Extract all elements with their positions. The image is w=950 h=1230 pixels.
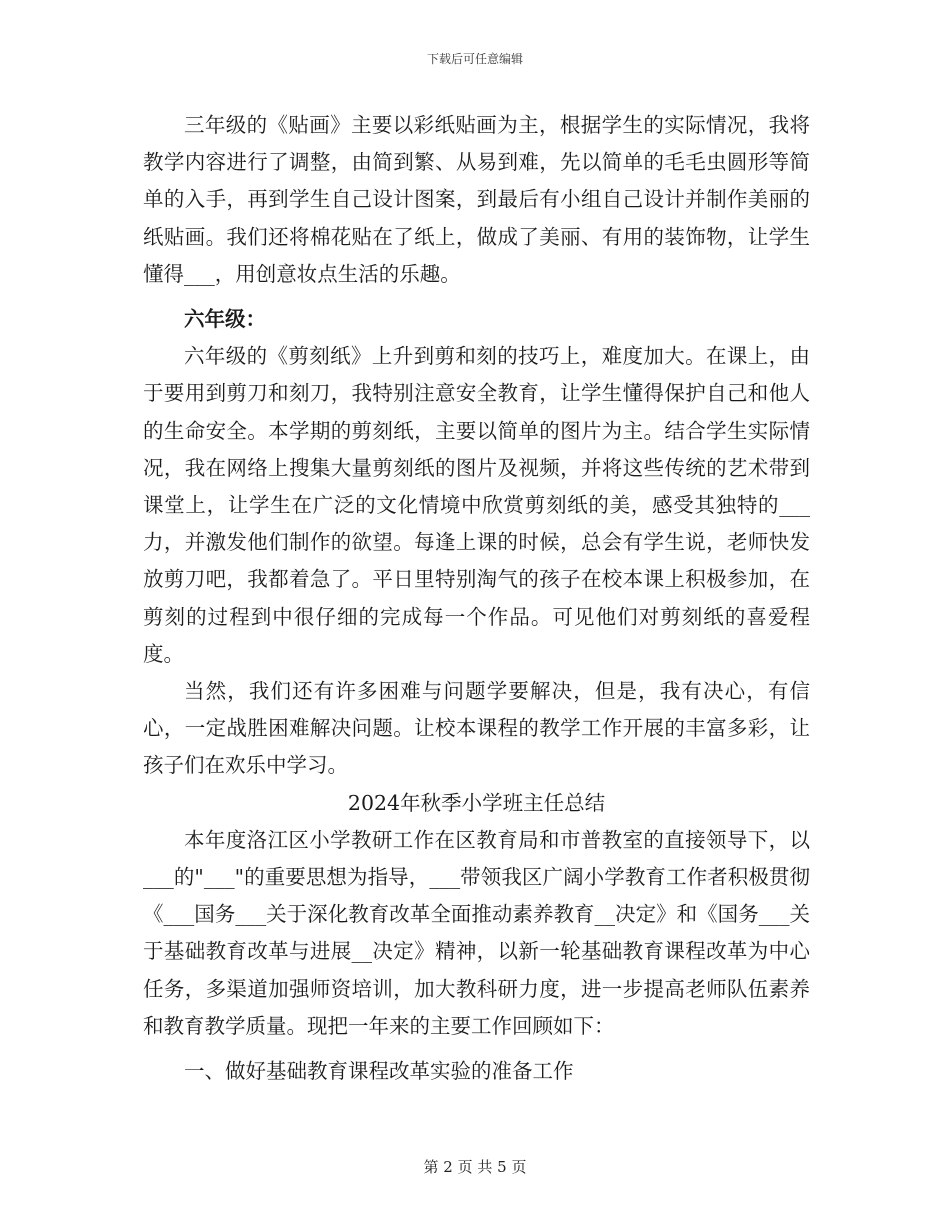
paragraph-annual-review: 本年度洛江区小学教研工作在区教育局和市普教室的直接领导下，以___的"___"的重要思想为指导，___带领我区广阔小学教育工作者积极贯彻《___国务___关于深化教育改革全面推动素养教育__决定》和《国务___关于基础教育改革与进展__决定》精神，以新一轮基础教育课程改革为中心任务，多渠道加强师资培训，加大教科研力度，进一步提高老师队伍素养和教育教学质量。现把一年来的主要工作回顾如下： — [143, 827, 810, 1038]
paragraph-conclusion: 当然，我们还有许多困难与问题学要解决，但是，我有决心，有信心，一定战胜困难解决问题。让校本课程的教学工作开展的丰富多彩，让孩子们在欢乐中学习。 — [143, 679, 810, 778]
section-title: 2024年秋季小学班主任总结 — [347, 790, 606, 815]
page-header: 下载后可任意编辑 — [426, 52, 523, 66]
document-body — [143, 107, 810, 1090]
paragraph-grade6-papercut: 六年级的《剪刻纸》上升到剪和刻的技巧上，难度加大。在课上，由于要用到剪刀和刻刀，我特别注意安全教育，让学生懂得保护自己和他人的生命安全。本学期的剪刻纸，主要以简单的图片为主。结合学生实际情况，我在网络上搜集大量剪刻纸的图片及视频，并将这些传统的艺术带到课堂上，让学生在广泛的文化情境中欣赏剪刻纸的美，感受其独特的___力，并激发他们制作的欲望。每逢上课的时候，总会有学生说，老师快发放剪刀吧，我都着急了。平日里特别淘气的孩子在校本课上积极参加，在剪刻的过程到中很仔细的完成每一个作品。可见他们对剪刻纸的喜爱程度。 — [143, 344, 810, 666]
paragraph-grade3-collage: 三年级的《贴画》主要以彩纸贴画为主，根据学生的实际情况，我将教学内容进行了调整，由简到繁、从易到难，先以简单的毛毛虫圆形等简单的入手，再到学生自己设计图案，到最后有小组自己设计并制作美丽的纸贴画。我们还将棉花贴在了纸上，做成了美丽、有用的装饰物，让学生懂得___，用创意妆点生活的乐趣。 — [143, 113, 810, 286]
paragraph-section-one: 一、做好基础教育课程改革实验的准备工作 — [184, 1059, 574, 1084]
page-footer: 第 2 页 共 5 页 — [423, 1158, 527, 1176]
heading-grade6: 六年级： — [184, 307, 266, 332]
